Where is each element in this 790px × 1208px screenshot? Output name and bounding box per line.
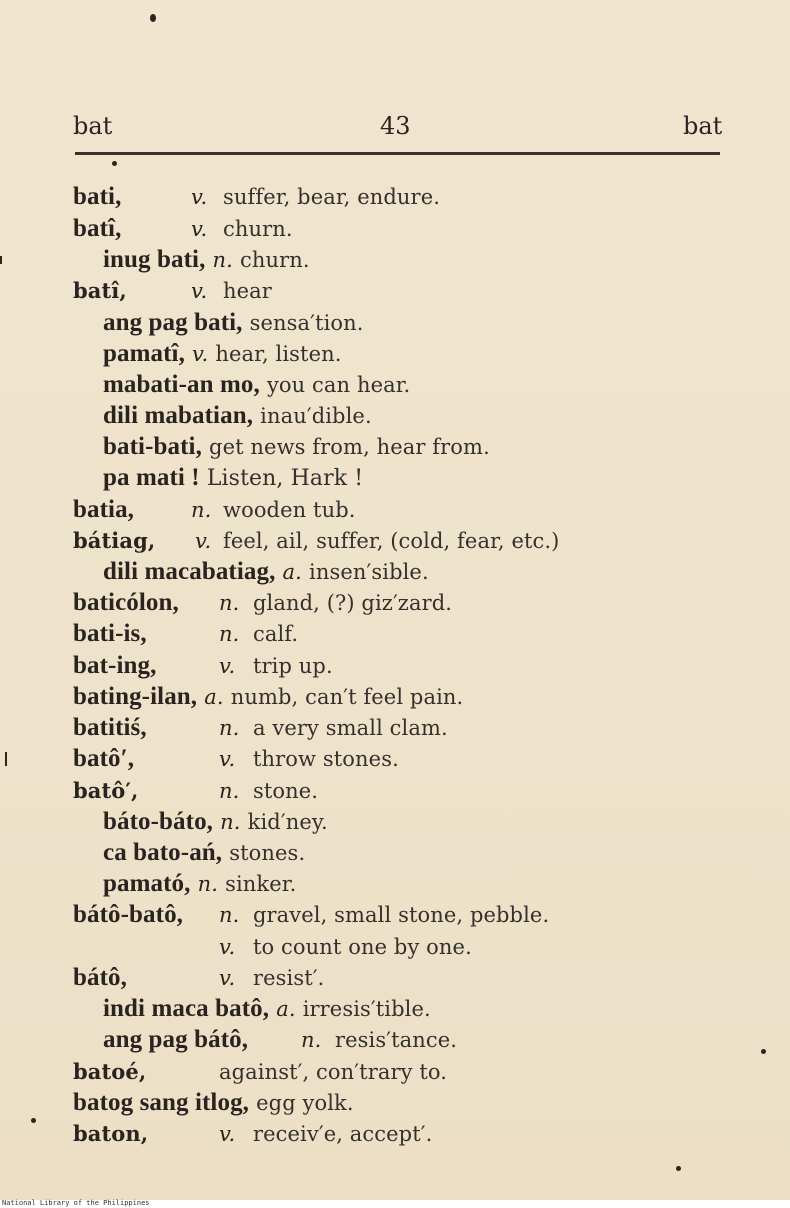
definition: sinker.: [225, 872, 297, 896]
ink-speck: [150, 14, 156, 22]
part-of-speech: n.: [219, 591, 240, 615]
definition: insen′sible.: [309, 560, 429, 584]
definition: egg yolk.: [256, 1091, 354, 1115]
headword: bat-ing,: [73, 652, 157, 679]
headword: indi maca batô,: [103, 995, 270, 1022]
definition: hear, listen.: [215, 342, 342, 366]
page-number: 43: [380, 112, 411, 140]
list-item: [73, 589, 453, 618]
list-item: [103, 464, 363, 493]
headword: ca bato-ań,: [103, 839, 223, 866]
part-of-speech: n.: [197, 872, 219, 896]
headword: batoé,: [73, 1059, 147, 1084]
definition: get news from, hear from.: [209, 435, 490, 459]
definition: resist′.: [253, 966, 325, 990]
list-item: [103, 309, 364, 338]
part-of-speech: n.: [220, 810, 241, 834]
part-of-speech: v.: [219, 935, 236, 959]
part-of-speech: n.: [219, 716, 240, 740]
ink-speck: [676, 1166, 681, 1171]
definition: against′, con′trary to.: [219, 1060, 448, 1084]
list-item: [103, 1026, 458, 1055]
headword: baticólon,: [73, 589, 179, 616]
definition: to count one by one.: [253, 935, 472, 959]
list-item: [73, 652, 333, 681]
headword: ang pag bati,: [103, 309, 243, 336]
part-of-speech: n.: [212, 248, 233, 272]
part-of-speech: v.: [219, 966, 236, 990]
list-item: [73, 620, 299, 649]
headword: batî,: [73, 215, 122, 242]
headword: báto-báto,: [103, 808, 214, 835]
list-item: [103, 808, 328, 837]
definition: Listen, Hark !: [206, 466, 364, 491]
part-of-speech: v.: [195, 529, 212, 553]
headword: bátô,: [73, 964, 127, 991]
list-item: [103, 870, 296, 899]
headword: dili mabatian,: [103, 402, 254, 429]
margin-mark: [0, 256, 2, 264]
running-head-left: bat: [73, 112, 113, 140]
headword: bati,: [73, 183, 122, 210]
list-item: [73, 745, 399, 774]
part-of-speech: v.: [191, 279, 208, 303]
headword: pamató,: [103, 870, 191, 897]
headword: inug bati,: [103, 246, 206, 273]
library-credit: National Library of the Philippines: [2, 1199, 150, 1207]
definition: irresis′tible.: [302, 997, 431, 1021]
headword: bati-bati,: [103, 433, 202, 460]
margin-mark: [5, 752, 7, 766]
headword: batog sang itlog,: [73, 1089, 250, 1116]
list-item: [103, 246, 310, 275]
ink-speck: [112, 161, 117, 166]
part-of-speech: v.: [219, 654, 236, 678]
part-of-speech: n.: [219, 903, 240, 927]
definition: gravel, small stone, pebble.: [253, 903, 550, 927]
headword: pamatî,: [103, 340, 185, 367]
definition: stone.: [253, 779, 319, 803]
definition: a very small clam.: [253, 716, 448, 740]
definition: resis′tance.: [335, 1028, 458, 1052]
definition: churn.: [223, 217, 293, 241]
headword: batitiś,: [73, 714, 147, 741]
headword: bátiag,: [73, 528, 156, 553]
list-item: [103, 402, 372, 431]
part-of-speech: n.: [301, 1028, 322, 1052]
list-item: [103, 558, 429, 587]
ink-speck: [761, 1049, 766, 1054]
part-of-speech: v.: [191, 217, 208, 241]
headword: batô′,: [73, 745, 135, 772]
definition: trip up.: [253, 654, 333, 678]
headword: ang pag bátô,: [103, 1026, 249, 1053]
list-item: [103, 371, 410, 400]
part-of-speech: v.: [191, 185, 208, 209]
running-head-right: bat: [683, 112, 723, 140]
list-item: [73, 1120, 433, 1149]
headword: batô′,: [73, 778, 139, 803]
part-of-speech: a.: [204, 685, 224, 709]
part-of-speech: v.: [192, 342, 209, 366]
definition: sensa′tion.: [249, 311, 364, 335]
list-item: [73, 215, 293, 244]
list-item: [73, 901, 550, 930]
part-of-speech: n.: [191, 498, 212, 522]
definition: stones.: [229, 841, 306, 865]
list-item: [73, 1089, 354, 1118]
definition: churn.: [240, 248, 310, 272]
list-item: [73, 496, 356, 525]
list-item: [103, 433, 490, 462]
headword: mabati-an mo,: [103, 371, 260, 398]
definition: numb, can′t feel pain.: [230, 685, 464, 709]
list-item: [73, 183, 440, 212]
list-item: [73, 777, 319, 806]
headword: bati-is,: [73, 620, 147, 647]
list-item: [73, 964, 325, 993]
list-item: [73, 1058, 448, 1087]
definition: calf.: [253, 622, 299, 646]
part-of-speech: a.: [276, 997, 296, 1021]
list-item: [103, 340, 342, 369]
definition: throw stones.: [253, 747, 399, 771]
definition: you can hear.: [266, 373, 411, 397]
part-of-speech: v.: [219, 1122, 236, 1146]
part-of-speech: n.: [219, 779, 240, 803]
definition: kid′ney.: [247, 810, 328, 834]
ink-speck: [31, 1118, 36, 1123]
headword: batî,: [73, 278, 127, 303]
definition: receiv′e, accept′.: [253, 1122, 433, 1146]
part-of-speech: a.: [282, 560, 302, 584]
headword: baton,: [73, 1121, 149, 1146]
headword: bating-ilan,: [73, 683, 198, 710]
definition: wooden tub.: [223, 498, 356, 522]
part-of-speech: n.: [219, 622, 240, 646]
headword: dili macabatiag,: [103, 558, 276, 585]
part-of-speech: v.: [219, 747, 236, 771]
definition: gland, (?) giz′zard.: [253, 591, 453, 615]
definition: feel, ail, suffer, (cold, fear, etc.): [223, 529, 560, 553]
list-item: [73, 277, 272, 306]
list-item: [73, 527, 560, 556]
definition: suffer, bear, endure.: [223, 185, 440, 209]
list-item: [103, 995, 431, 1024]
list-item: [73, 714, 448, 743]
header-rule: [75, 152, 720, 155]
headword: batia,: [73, 496, 135, 523]
list-item: [73, 683, 463, 712]
headword: bátô-batô,: [73, 901, 184, 928]
definition: hear: [223, 279, 272, 303]
list-item: [103, 839, 305, 868]
headword: pa mati !: [103, 464, 200, 491]
definition: inau′dible.: [260, 404, 372, 428]
